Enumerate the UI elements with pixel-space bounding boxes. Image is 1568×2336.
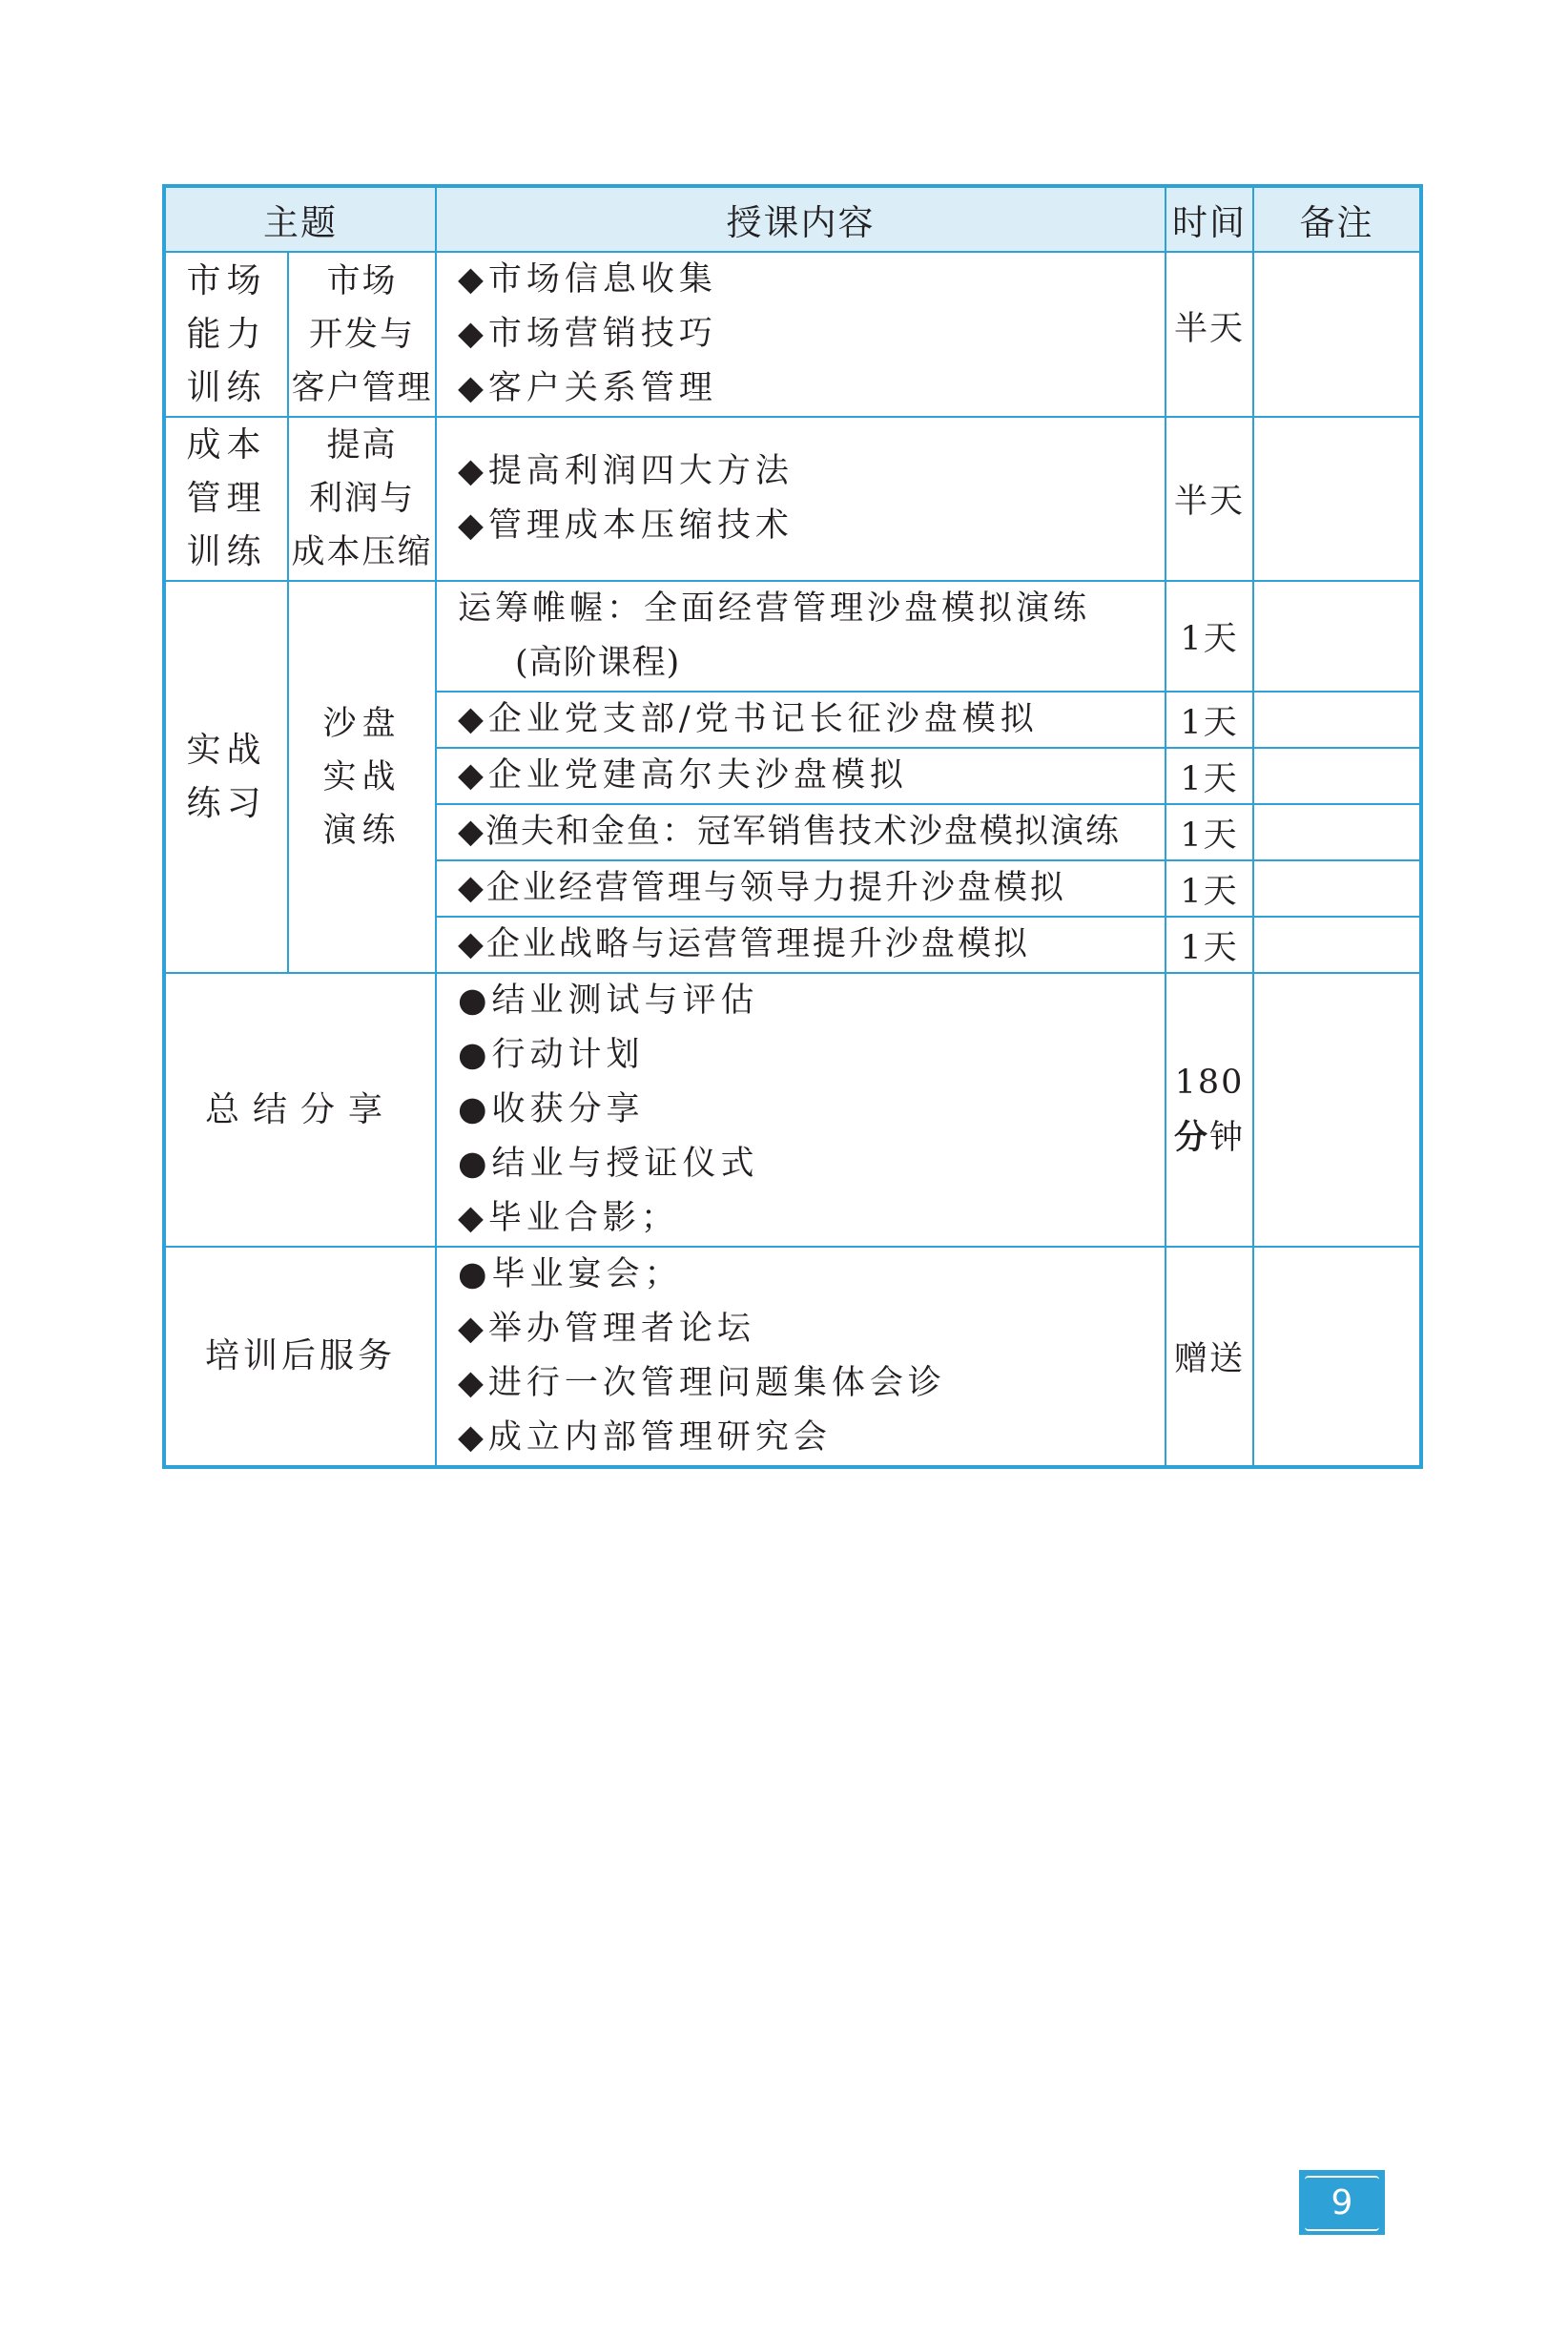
- ornament-bottom-icon: [1305, 2223, 1379, 2231]
- subtheme-line: 市场: [326, 261, 398, 300]
- time-cell: 赠送: [1166, 1247, 1253, 1467]
- time-cell: 1天: [1166, 860, 1253, 917]
- theme-cell: [164, 252, 288, 417]
- theme-line: 训练: [186, 532, 267, 571]
- content-item: ◆举办管理者论坛: [458, 1310, 755, 1348]
- subtheme-cell: [288, 252, 436, 417]
- theme-cell: [164, 581, 288, 973]
- content-item: ◆企业经营管理与领导力提升沙盘模拟: [458, 869, 1066, 907]
- content-cell: [436, 804, 1166, 860]
- content-cell: [436, 581, 1166, 692]
- service-theme-cell: 培训后服务: [164, 1247, 436, 1467]
- content-item: ◆市场信息收集: [458, 260, 717, 299]
- content-cell: [436, 917, 1166, 973]
- table-row: [164, 417, 1421, 581]
- time-cell: 1天: [1166, 748, 1253, 804]
- note-cell: [1253, 1247, 1421, 1467]
- content-item: ◆毕业合影；: [458, 1199, 679, 1237]
- curriculum-table: [162, 184, 1423, 1469]
- note-cell: [1253, 973, 1421, 1247]
- content-cell: [436, 1247, 1166, 1467]
- content-item: ●结业与授证仪式: [458, 1145, 759, 1183]
- content-item: (高阶课程): [515, 644, 681, 682]
- content-cell: [436, 417, 1166, 581]
- content-item: 运筹帷幄：全面经营管理沙盘模拟演练: [458, 589, 1091, 628]
- header-theme: 主题: [164, 186, 436, 252]
- subtheme-line: 开发与: [308, 315, 415, 354]
- content-cell: [436, 860, 1166, 917]
- theme-line: 训练: [186, 367, 267, 407]
- subtheme-cell: [288, 417, 436, 581]
- table-row: [164, 1247, 1421, 1467]
- header-time: 时间: [1166, 186, 1253, 252]
- content-cell: [436, 748, 1166, 804]
- time-cell: 半天: [1166, 417, 1253, 581]
- note-cell: [1253, 860, 1421, 917]
- content-cell: [436, 692, 1166, 748]
- time-cell: 1天: [1166, 917, 1253, 973]
- content-item: ◆管理成本压缩技术: [458, 506, 794, 545]
- theme-line: 管理: [186, 479, 267, 518]
- table-row: [164, 252, 1421, 417]
- subtheme-line: 提高: [326, 426, 398, 465]
- subtheme-line: 客户管理: [291, 368, 433, 407]
- time-unit: [1166, 1110, 1252, 1166]
- summary-theme-cell: 总结分享: [164, 973, 436, 1247]
- page-number: 9: [1331, 2182, 1353, 2222]
- content-item: ◆客户关系管理: [458, 369, 717, 407]
- content-item: ●结业测试与评估: [458, 982, 759, 1020]
- subtheme-line: 沙盘: [322, 704, 402, 743]
- content-cell: [436, 973, 1166, 1247]
- theme-cell: [164, 417, 288, 581]
- content-item: ◆成立内部管理研究会: [458, 1418, 832, 1457]
- content-item: ◆市场营销技巧: [458, 315, 717, 353]
- note-cell: [1253, 804, 1421, 860]
- subtheme-line: 利润与: [308, 480, 415, 518]
- subtheme-line: 演练: [322, 811, 402, 850]
- note-cell: [1253, 748, 1421, 804]
- header-note: 备注: [1253, 186, 1421, 252]
- theme-line: 成本: [186, 425, 267, 465]
- subtheme-line: 成本压缩: [291, 533, 433, 571]
- content-item: ◆企业战略与运营管理提升沙盘模拟: [458, 925, 1030, 963]
- content-item: ◆渔夫和金鱼：冠军销售技术沙盘模拟演练: [458, 813, 1121, 851]
- content-item: ◆提高利润四大方法: [458, 452, 794, 490]
- note-cell: [1253, 692, 1421, 748]
- content-cell: [436, 252, 1166, 417]
- time-cell: [1166, 973, 1253, 1247]
- time-cell: 1天: [1166, 804, 1253, 860]
- curriculum-table-wrapper: [162, 184, 1419, 1469]
- subtheme-cell: [288, 581, 436, 973]
- time-unit-part: 钟: [1209, 1118, 1246, 1157]
- note-cell: [1253, 917, 1421, 973]
- time-unit-part: 分: [1173, 1117, 1209, 1157]
- note-cell: [1253, 252, 1421, 417]
- note-cell: [1253, 581, 1421, 692]
- table-row: [164, 581, 1421, 692]
- table-row: [164, 973, 1421, 1247]
- time-cell: 1天: [1166, 581, 1253, 692]
- theme-line: 市场: [186, 260, 267, 300]
- content-item: ◆企业党支部/党书记长征沙盘模拟: [458, 700, 1039, 738]
- time-cell: 半天: [1166, 252, 1253, 417]
- theme-line: 练习: [186, 783, 267, 823]
- theme-line: 实战: [186, 730, 267, 770]
- subtheme-line: 实战: [322, 757, 402, 796]
- note-cell: [1253, 417, 1421, 581]
- content-item: ●毕业宴会；: [458, 1255, 683, 1293]
- header-content: 授课内容: [436, 186, 1166, 252]
- table-header-row: [164, 186, 1421, 252]
- time-cell: 1天: [1166, 692, 1253, 748]
- ornament-top-icon: [1305, 2176, 1379, 2183]
- content-item: ●行动计划: [458, 1036, 645, 1074]
- content-item: ◆进行一次管理问题集体会诊: [458, 1364, 946, 1402]
- theme-line: 能力: [186, 314, 267, 354]
- time-number: 180: [1174, 1063, 1245, 1102]
- content-item: ◆企业党建高尔夫沙盘模拟: [458, 756, 908, 795]
- content-item: ●收获分享: [458, 1090, 645, 1128]
- page-number-badge: [1299, 2170, 1385, 2235]
